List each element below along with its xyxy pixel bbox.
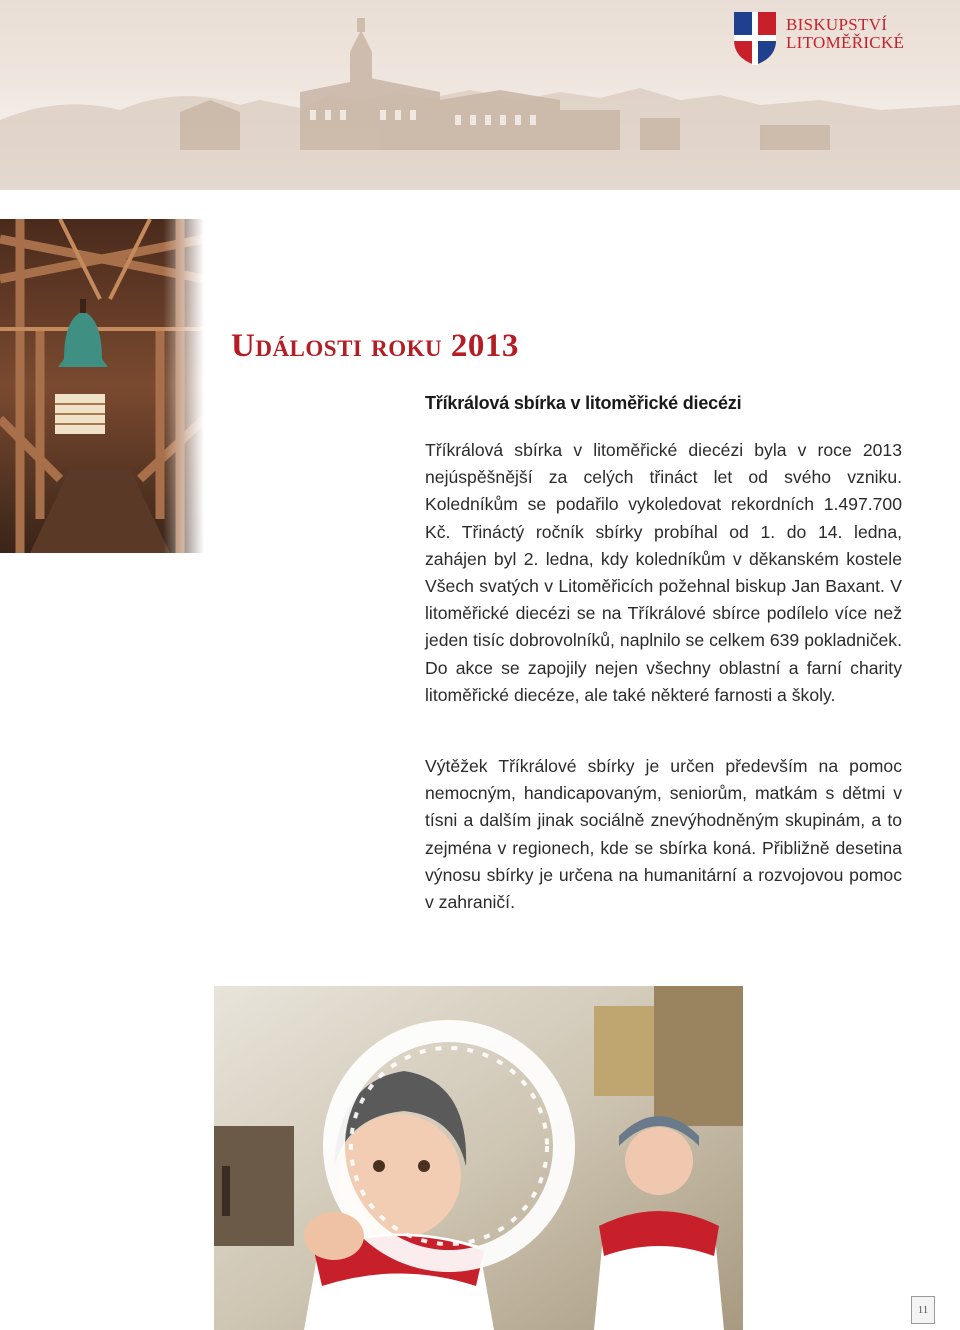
bell-tower-illustration	[0, 219, 204, 553]
logo-line-1: BISKUPSTVÍ	[786, 15, 888, 34]
page-number: 11	[911, 1296, 935, 1324]
article-paragraph-1: Tříkrálová sbírka v litoměřické diecézi byla v roce 2013 nejúspěšnější za celých třináct let od svého vzniku. Koledníkům se podařilo vykoledovat rekordních 1.497.700 Kč. Třináctý ročník sbírky probíhal od 1. do 14. ledna, zahájen byl 2. ledna, kdy koledníkům v děkanském kostele Všech svatých v Litoměřicích požehnal biskup Jan Baxant. V litoměřické diecézi se na Tříkrálové sbírce podílelo více než jeden tisíc dobrovolníků, naplnilo se celkem 639 pokladniček. Do akce se zapojily nejen všechny oblastní a farní charity litoměřické diecéze, ale také některé farnosti a školy.	[425, 440, 902, 705]
header-banner	[0, 0, 960, 190]
carol-singers-photo	[214, 986, 743, 1330]
page-title: Události roku 2013	[231, 328, 519, 364]
bell-tower-photo	[0, 219, 204, 553]
logo-text	[786, 16, 904, 52]
article-subtitle: Tříkrálová sbírka v litoměřické diecézi	[425, 393, 742, 413]
logo-line-2: LITOMĚŘICKÉ	[786, 33, 905, 52]
diocese-logo[interactable]	[732, 10, 932, 68]
diocese-shield-icon	[732, 10, 778, 66]
carol-singers-illustration	[214, 986, 743, 1330]
article-paragraph-2: Výtěžek Tříkrálové sbírky je určen především na pomoc nemocným, handicapovaným, seniorům, matkám s dětmi v tísni a dalším jinak sociálně znevýhodněným skupinám, a to zejména v regionech, kde se sbírka koná. Přibližně desetina výnosu sbírky je určena na humanitární a rozvojovou pomoc v zahraničí.	[425, 756, 902, 913]
